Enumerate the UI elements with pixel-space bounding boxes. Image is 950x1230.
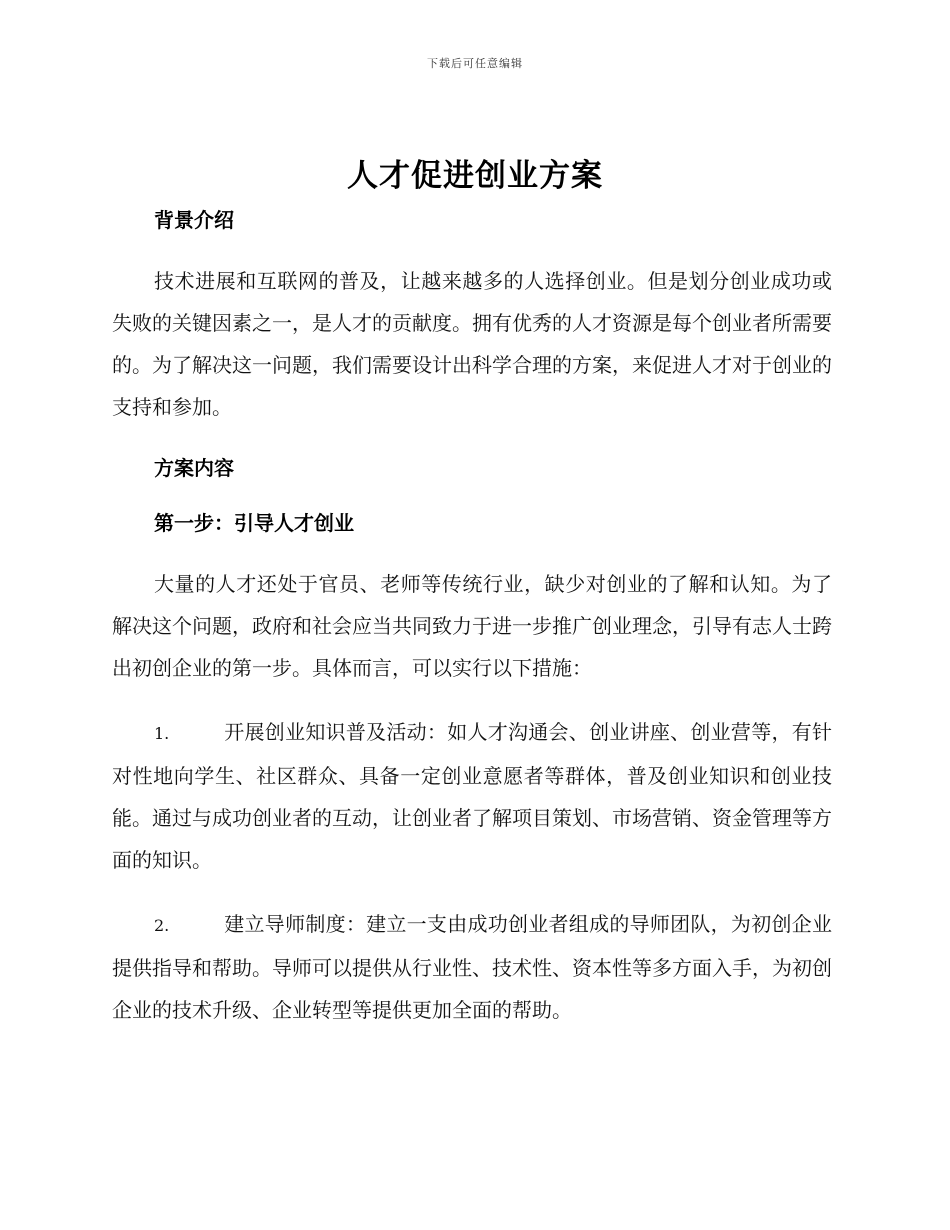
background-paragraph: 技术进展和互联网的普及，让越来越多的人选择创业。但是划分创业成功或失败的关键因素之一，是人才的贡献度。拥有优秀的人才资源是每个创业者所需要的。为了解决这一问题，我们需要设计出科学合理的方案，来促进人才对于创业的支持和参加。: [112, 269, 832, 419]
document-title: 人才促进创业方案: [347, 158, 603, 194]
list-item-text: 建立导师制度：建立一支由成功创业者组成的导师团队，为初创企业提供指导和帮助。导师可以提供从行业性、技术性、资本性等多方面入手，为初创企业的技术升级、企业转型等提供更加全面的帮助。: [112, 912, 832, 1022]
list-item-number: 2.: [154, 916, 170, 935]
section-heading-plan: 方案内容: [154, 456, 234, 480]
list-item: [112, 903, 832, 1031]
list-item-text: 开展创业知识普及活动：如人才沟通会、创业讲座、创业营等，有针对性地向学生、社区群众、具备一定创业意愿者等群体，普及创业知识和创业技能。通过与成功创业者的互动，让创业者了解项目策划、市场营销、资金管理等方面的知识。: [112, 720, 832, 872]
document-body: [112, 205, 832, 1031]
section-heading-step1: 第一步：引导人才创业: [154, 511, 354, 535]
step1-paragraph: 大量的人才还处于官员、老师等传统行业，缺少对创业的了解和认知。为了解决这个问题，政府和社会应当共同致力于进一步推广创业理念，引导有志人士跨出初创企业的第一步。具体而言，可以实行以下措施：: [112, 572, 832, 680]
header-note: 下载后可任意编辑: [427, 57, 523, 70]
list-item-number: 1.: [154, 724, 170, 743]
section-heading-background: 背景介绍: [154, 208, 234, 232]
list-item: [112, 711, 832, 881]
